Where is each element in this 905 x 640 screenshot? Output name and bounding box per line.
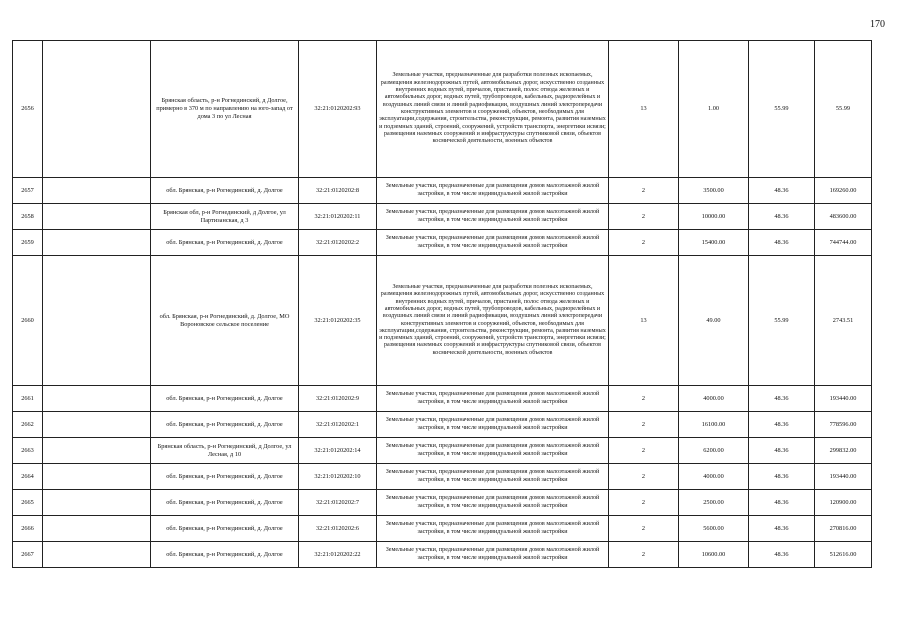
row-number: 2666 — [13, 516, 43, 542]
cadastral-value-cell: 193440.00 — [815, 386, 872, 412]
specific-value-cell: 48.36 — [749, 386, 815, 412]
address-cell: обл. Брянская, р-н Рогнединский, д. Долгое — [151, 230, 299, 256]
area-cell: 49.00 — [679, 256, 749, 386]
cadastral-number-cell: 32:21:0120202:7 — [299, 490, 377, 516]
cadastral-number-cell: 32:21:0120202:9 — [299, 386, 377, 412]
area-cell: 16100.00 — [679, 412, 749, 438]
row-number: 2659 — [13, 230, 43, 256]
row-number: 2656 — [13, 41, 43, 178]
cadastral-value-cell: 193440.00 — [815, 464, 872, 490]
table-row — [13, 542, 872, 568]
land-use-cell: Земельные участки, предназначенные для разработки полезных ископаемых, размещения железнодорожных путей, автомобильных дорог, искусственно созданных внутренних водных путей, причалов, пристаней, полос отвода железных и автомобильных дорог, водных путей, трубопроводов, кабельных, радиорелейных и воздушных линий связи и линий радиофикации, воздушных линий электропередачи конструктивных элементов и сооружений, объектов, необходимых для эксплуатации,содержания, строительства, реконструкции, ремонта, развития наземных и подземных зданий, строений, сооружений, устройств транспорта, энергетики исвязи; размещения наземных сооружений и инфраструктуры спутниковой связи, объектов космической деятельности, военных объектов — [377, 41, 609, 178]
cadastral-value-cell: 299832.00 — [815, 438, 872, 464]
area-cell: 10600.00 — [679, 542, 749, 568]
area-cell: 1.00 — [679, 41, 749, 178]
area-cell: 4000.00 — [679, 386, 749, 412]
address-cell: обл. Брянская, р-н Рогнединский, д. Долгое, МО Вороновское сельское поселение — [151, 256, 299, 386]
address-cell: Брянская область, р-н Рогнединский, д Долгое, примерно в 370 м по направлению на юго-запад от дома 3 по ул Лесная — [151, 41, 299, 178]
row-number: 2667 — [13, 542, 43, 568]
land-use-cell: Земельные участки, предназначенные для размещения домов малоэтажной жилой застройки, в том числе индивидуальной жилой застройки — [377, 178, 609, 204]
row-number: 2658 — [13, 204, 43, 230]
table-row — [13, 178, 872, 204]
specific-value-cell: 48.36 — [749, 542, 815, 568]
specific-value-cell: 48.36 — [749, 464, 815, 490]
address-cell: Брянская обл, р-н Рогнединский, д Долгое, ул Партизанская, д 3 — [151, 204, 299, 230]
blank-cell — [43, 490, 151, 516]
cadastral-value-cell: 270816.00 — [815, 516, 872, 542]
address-cell: обл. Брянская, р-н Рогнединский, д. Долгое — [151, 490, 299, 516]
address-cell: Брянская область, р-н Рогнединский, д Долгое, ул Лесная, д 10 — [151, 438, 299, 464]
land-use-cell: Земельные участки, предназначенные для размещения домов малоэтажной жилой застройки, в том числе индивидуальной жилой застройки — [377, 386, 609, 412]
row-number: 2664 — [13, 464, 43, 490]
group-code-cell: 2 — [609, 542, 679, 568]
cadastral-value-cell: 120900.00 — [815, 490, 872, 516]
blank-cell — [43, 386, 151, 412]
land-use-cell: Земельные участки, предназначенные для размещения домов малоэтажной жилой застройки, в том числе индивидуальной жилой застройки — [377, 516, 609, 542]
group-code-cell: 2 — [609, 178, 679, 204]
blank-cell — [43, 412, 151, 438]
table-row — [13, 204, 872, 230]
blank-cell — [43, 438, 151, 464]
blank-cell — [43, 256, 151, 386]
cadastral-value-table — [12, 40, 872, 568]
cadastral-number-cell: 32:21:0120202:11 — [299, 204, 377, 230]
row-number: 2663 — [13, 438, 43, 464]
table-row — [13, 516, 872, 542]
table-row — [13, 386, 872, 412]
group-code-cell: 2 — [609, 490, 679, 516]
land-use-cell: Земельные участки, предназначенные для размещения домов малоэтажной жилой застройки, в том числе индивидуальной жилой застройки — [377, 412, 609, 438]
specific-value-cell: 48.36 — [749, 412, 815, 438]
cadastral-number-cell: 32:21:0120202:2 — [299, 230, 377, 256]
table-row — [13, 256, 872, 386]
address-cell: обл. Брянская, р-н Рогнединский, д. Долгое — [151, 412, 299, 438]
cadastral-value-cell: 744744.00 — [815, 230, 872, 256]
specific-value-cell: 48.36 — [749, 438, 815, 464]
blank-cell — [43, 464, 151, 490]
row-number: 2660 — [13, 256, 43, 386]
address-cell: обл. Брянская, р-н Рогнединский, д. Долгое — [151, 464, 299, 490]
land-use-cell: Земельные участки, предназначенные для размещения домов малоэтажной жилой застройки, в том числе индивидуальной жилой застройки — [377, 542, 609, 568]
cadastral-number-cell: 32:21:0120202:1 — [299, 412, 377, 438]
table-row — [13, 41, 872, 178]
cadastral-value-cell: 512616.00 — [815, 542, 872, 568]
cadastral-number-cell: 32:21:0120202:10 — [299, 464, 377, 490]
area-cell: 15400.00 — [679, 230, 749, 256]
cadastral-value-cell: 778596.00 — [815, 412, 872, 438]
row-number: 2661 — [13, 386, 43, 412]
cadastral-number-cell: 32:21:0120202:8 — [299, 178, 377, 204]
blank-cell — [43, 204, 151, 230]
group-code-cell: 2 — [609, 438, 679, 464]
address-cell: обл. Брянская, р-н Рогнединский, д. Долгое — [151, 542, 299, 568]
specific-value-cell: 55.99 — [749, 256, 815, 386]
land-use-cell: Земельные участки, предназначенные для размещения домов малоэтажной жилой застройки, в том числе индивидуальной жилой застройки — [377, 438, 609, 464]
blank-cell — [43, 542, 151, 568]
cadastral-number-cell: 32:21:0120202:14 — [299, 438, 377, 464]
land-use-cell: Земельные участки, предназначенные для размещения домов малоэтажной жилой застройки, в том числе индивидуальной жилой застройки — [377, 490, 609, 516]
table-row — [13, 464, 872, 490]
table-row — [13, 412, 872, 438]
specific-value-cell: 48.36 — [749, 204, 815, 230]
table-row — [13, 490, 872, 516]
group-code-cell: 2 — [609, 464, 679, 490]
area-cell: 5600.00 — [679, 516, 749, 542]
area-cell: 3500.00 — [679, 178, 749, 204]
row-number: 2662 — [13, 412, 43, 438]
group-code-cell: 2 — [609, 386, 679, 412]
group-code-cell: 2 — [609, 412, 679, 438]
cadastral-value-cell: 483600.00 — [815, 204, 872, 230]
page-number: 170 — [870, 19, 885, 30]
land-use-cell: Земельные участки, предназначенные для размещения домов малоэтажной жилой застройки, в том числе индивидуальной жилой застройки — [377, 230, 609, 256]
land-use-cell: Земельные участки, предназначенные для размещения домов малоэтажной жилой застройки, в том числе индивидуальной жилой застройки — [377, 464, 609, 490]
cadastral-number-cell: 32:21:0120202:93 — [299, 41, 377, 178]
area-cell: 10000.00 — [679, 204, 749, 230]
group-code-cell: 2 — [609, 204, 679, 230]
group-code-cell: 13 — [609, 41, 679, 178]
group-code-cell: 2 — [609, 516, 679, 542]
blank-cell — [43, 516, 151, 542]
cadastral-number-cell: 32:21:0120202:22 — [299, 542, 377, 568]
specific-value-cell: 55.99 — [749, 41, 815, 178]
cadastral-number-cell: 32:21:0120202:6 — [299, 516, 377, 542]
area-cell: 2500.00 — [679, 490, 749, 516]
table-row — [13, 230, 872, 256]
row-number: 2665 — [13, 490, 43, 516]
land-use-cell: Земельные участки, предназначенные для разработки полезных ископаемых, размещения железнодорожных путей, автомобильных дорог, искусственно созданных внутренних водных путей, причалов, пристаней, полос отвода железных и автомобильных дорог, водных путей, трубопроводов, кабельных, радиорелейных и воздушных линий связи и линий радиофикации, воздушных линий электропередачи конструктивных элементов и сооружений, объектов, необходимых для эксплуатации,содержания, строительства, реконструкции, ремонта, развития наземных и подземных зданий, строений, сооружений, устройств транспорта, энергетики исвязи; размещения наземных сооружений и инфраструктуры спутниковой связи, объектов космической деятельности, военных объектов — [377, 256, 609, 386]
area-cell: 4000.00 — [679, 464, 749, 490]
land-use-cell: Земельные участки, предназначенные для размещения домов малоэтажной жилой застройки, в том числе индивидуальной жилой застройки — [377, 204, 609, 230]
cadastral-value-cell: 2743.51 — [815, 256, 872, 386]
blank-cell — [43, 178, 151, 204]
blank-cell — [43, 41, 151, 178]
specific-value-cell: 48.36 — [749, 490, 815, 516]
address-cell: обл. Брянская, р-н Рогнединский, д. Долгое — [151, 386, 299, 412]
cadastral-number-cell: 32:21:0120202:35 — [299, 256, 377, 386]
specific-value-cell: 48.36 — [749, 516, 815, 542]
address-cell: обл. Брянская, р-н Рогнединский, д. Долгое — [151, 178, 299, 204]
row-number: 2657 — [13, 178, 43, 204]
table-body — [13, 41, 872, 568]
table-row — [13, 438, 872, 464]
address-cell: обл. Брянская, р-н Рогнединский, д. Долгое — [151, 516, 299, 542]
area-cell: 6200.00 — [679, 438, 749, 464]
group-code-cell: 13 — [609, 256, 679, 386]
blank-cell — [43, 230, 151, 256]
specific-value-cell: 48.36 — [749, 230, 815, 256]
group-code-cell: 2 — [609, 230, 679, 256]
specific-value-cell: 48.36 — [749, 178, 815, 204]
cadastral-value-cell: 169260.00 — [815, 178, 872, 204]
cadastral-value-cell: 55.99 — [815, 41, 872, 178]
